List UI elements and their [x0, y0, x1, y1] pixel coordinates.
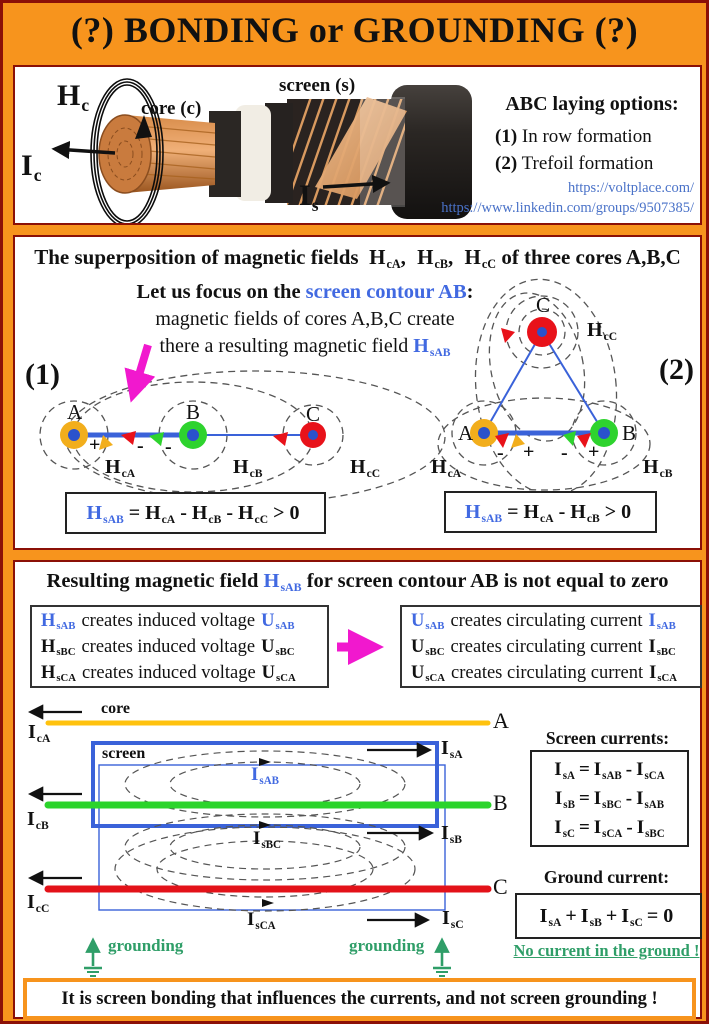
node-b-label-trefoil: B — [622, 421, 637, 445]
phase-b-label: B — [493, 790, 508, 815]
page-title: (?) BONDING or GROUNDING (?) — [70, 10, 639, 50]
isa-label: $I_{sA}$ — [441, 737, 463, 762]
isca-label: $I_{sCA}$ — [247, 909, 276, 932]
screen-currents-box: $I_{sA}$ = $I_{sAB}$ - $I_{sCA}$ $I_{sB}$ = $I_{sBC}$ - $I_{sAB}$ $I_{sC}$ = $I_{sCA}$ - $I_{sBC}$ — [530, 750, 689, 847]
is-label: $I_s$ — [299, 179, 319, 216]
circulating-current-box: $U_{sAB}$ creates circulating current $I_{sAB}$ $U_{sBC}$ creates circulating current $I_{sBC}$ $U_{sCA}$ creates circulating current $I_{sCA}$ — [400, 605, 702, 688]
currents-panel — [13, 560, 702, 1019]
trefoil-formula-box: $H_{sAB}$ = $H_{cA}$ - $H_{cB}$ > 0 — [444, 491, 657, 533]
hcb-label-trefoil: $H_{cB}$ — [643, 456, 673, 481]
laying-options — [481, 93, 703, 177]
isc-label: $I_{sC}$ — [442, 907, 464, 932]
minus-sign-row-2: - — [165, 436, 172, 458]
isb-label: $I_{sB}$ — [441, 822, 463, 847]
screen-currents-title: Screen currents: — [545, 728, 670, 748]
laying-option-1: (1) In row formation — [495, 126, 652, 147]
plus-sign-trefoil-2: + — [588, 441, 600, 463]
core-label: core (c) — [141, 98, 202, 119]
laying-option-2: (2) Trefoil formation — [495, 153, 654, 174]
node-c-label-row: C — [306, 402, 321, 426]
row-formula-box: $H_{sAB}$ = $H_{cA}$ - $H_{cB}$ - $H_{cC}$ > 0 — [65, 492, 326, 534]
hca-label-row: $H_{cA}$ — [105, 456, 136, 481]
row-formation-number: (1) — [25, 358, 60, 391]
phase-a-label: A — [493, 708, 509, 733]
node-a-label-trefoil: A — [458, 421, 474, 445]
ground-current-title: Ground current: — [543, 867, 670, 887]
plus-sign-row: + — [89, 434, 101, 456]
hcc-label-row: $H_{cC}$ — [350, 456, 381, 481]
hc-label: $H_c$ — [57, 79, 90, 116]
link-linkedin-group[interactable]: https://www.linkedin.com/groups/9507385/ — [441, 200, 694, 216]
ica-label: $I_{cA}$ — [28, 721, 51, 746]
ic-label: $I_c$ — [21, 149, 42, 186]
hca-label-trefoil: $H_{cA}$ — [431, 456, 462, 481]
superposition-panel — [13, 235, 702, 550]
core-line-label: core — [101, 700, 131, 717]
conclusion-banner: It is screen bonding that influences the currents, and not screen grounding ! — [23, 978, 696, 1020]
grounding-symbol-right — [433, 942, 451, 976]
no-ground-current-note: No current in the ground ! — [513, 941, 700, 960]
hsab-sym: $H_{sAB}$ — [413, 335, 451, 360]
p2-header: The superposition of magnetic fields $H_{cA}$, $H_{cB}$, $H_{cC}$ of three cores A,B,C — [34, 245, 681, 272]
screen-label: screen (s) — [279, 75, 356, 96]
p3-header: Resulting magnetic field $H_{sAB}$ for screen contour AB is not equal to zero — [46, 570, 669, 595]
grounding-label-left: grounding — [108, 936, 184, 955]
plus-sign-trefoil-1: + — [523, 441, 535, 463]
icc-label: $I_{cC}$ — [27, 891, 50, 916]
hcc-label-trefoil: $H_{cC}$ — [587, 319, 618, 344]
laying-options-title: ABC laying options: — [505, 93, 679, 115]
node-c-label-trefoil: C — [536, 293, 551, 317]
minus-sign-row-1: - — [137, 435, 144, 457]
link-voltplace[interactable]: https://voltplace.com/ — [567, 180, 694, 196]
hca-sym: $H_{cA}$ — [369, 245, 401, 272]
screen-contour-label: screen — [102, 745, 146, 762]
isab-label: $I_{sAB}$ — [251, 764, 279, 787]
cable-photo-panel — [13, 65, 702, 225]
focus-text: Let us focus on the screen contour AB: magnetic fields of cores A,B,C create there a resulting magnetic field $H_{sAB}$ — [136, 281, 474, 360]
phase-c-label: C — [493, 874, 508, 899]
minus-sign-trefoil-2: - — [561, 442, 568, 464]
isbc-label: $I_{sBC}$ — [253, 828, 281, 851]
minus-sign-trefoil-1: - — [497, 442, 504, 464]
grounding-label-right: grounding — [349, 936, 425, 955]
hcb-sym: $H_{cB}$ — [417, 245, 449, 272]
grounding-symbol-left — [84, 942, 102, 976]
trefoil-formation-number: (2) — [659, 353, 694, 386]
hcb-label-row: $H_{cB}$ — [233, 456, 263, 481]
ground-current-box: $I_{sA}$ + $I_{sB}$ + $I_{sC}$ = 0 — [515, 893, 702, 939]
node-a-label-row: A — [67, 400, 83, 424]
hcc-sym: $H_{cC}$ — [464, 245, 497, 272]
induced-voltage-box: $H_{sAB}$ creates induced voltage $U_{sAB}$ $H_{sBC}$ creates induced voltage $U_{sBC}$ $H_{sCA}$ creates induced voltage $U_{sCA}$ — [30, 605, 329, 688]
icb-label: $I_{cB}$ — [27, 808, 49, 833]
node-b-label-row: B — [186, 400, 201, 424]
isca-direction-arrow — [262, 899, 274, 907]
